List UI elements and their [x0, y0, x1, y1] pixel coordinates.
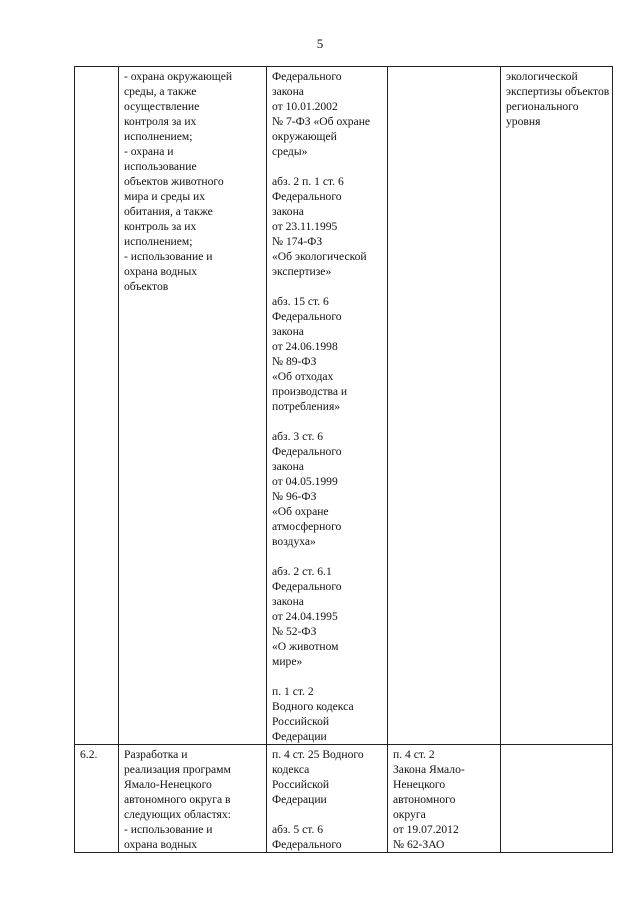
text-line: реализация программ [124, 763, 231, 776]
text-line: - использование и [124, 250, 213, 263]
text-line: обитания, а также [124, 205, 213, 218]
text-line: «Об отходах [272, 370, 334, 383]
text-line: атмосферного [272, 520, 342, 533]
cell-regional-law [388, 67, 501, 745]
text-line: окружающей [272, 130, 337, 143]
text-line: контроль за их [124, 220, 197, 233]
text-line: № 62-ЗАО [393, 838, 445, 851]
text-line: «Об экологической [272, 250, 367, 263]
text-line: Ямало-Ненецкого [124, 778, 212, 791]
row-number: 6.2. [80, 748, 98, 761]
text-line: закона [272, 460, 304, 473]
text-line: абз. 5 ст. 6 [272, 823, 324, 836]
cell-subject [119, 745, 267, 853]
text-line: № 7-ФЗ «Об охране [272, 115, 371, 128]
text-line: закона [272, 595, 304, 608]
text-line: абз. 2 ст. 6.1 [272, 565, 332, 578]
text-line: округа [393, 808, 426, 821]
text-line: от 23.11.1995 [272, 220, 338, 233]
text-line: регионального [506, 100, 579, 113]
text-line: Водного кодекса [272, 700, 354, 713]
text-line: № 174-ФЗ [272, 235, 323, 248]
cell-federal-law [267, 67, 388, 745]
text-line: Федерального [272, 70, 342, 83]
text-line: среды, а также [124, 85, 197, 98]
law-reference [272, 684, 384, 744]
text-line: закона [272, 325, 304, 338]
cell-regional-law [388, 745, 501, 853]
text-line: от 10.01.2002 [272, 100, 338, 113]
text-line: от 19.07.2012 [393, 823, 459, 836]
text-line: кодекса [272, 763, 310, 776]
text-line: «Об охране [272, 505, 329, 518]
text-line: экспертизе» [272, 265, 332, 278]
text-line: п. 1 ст. 2 [272, 685, 314, 698]
text-line: «О животном [272, 640, 339, 653]
text-line: охрана водных [124, 838, 198, 851]
law-reference [272, 429, 384, 549]
text-line: Федерального [272, 445, 342, 458]
text-line: - охрана окружающей [124, 70, 233, 83]
text-line: экологической [506, 70, 578, 83]
text-line: Федерации [272, 730, 327, 743]
text-line: Российской [272, 715, 330, 728]
text-line: использование [124, 160, 197, 173]
text-line: осуществление [124, 100, 200, 113]
text-line: Федерального [272, 580, 342, 593]
text-line: № 52-ФЗ [272, 625, 317, 638]
page-number: 5 [316, 36, 324, 51]
text-line: Российской [272, 778, 330, 791]
text-line: п. 4 ст. 2 [393, 748, 435, 761]
law-reference [272, 564, 384, 669]
text-line: № 96-ФЗ [272, 490, 317, 503]
text-line: Разработка и [124, 748, 188, 761]
cell-note [501, 67, 613, 745]
text-line: - охрана и [124, 145, 174, 158]
text-line: производства и [272, 385, 348, 398]
text-line: следующих областях: [124, 808, 231, 821]
text-line: воздуха» [272, 535, 316, 548]
cell-note [501, 745, 613, 853]
text-line: закона [272, 85, 304, 98]
text-line: автономного округа в [124, 793, 231, 806]
cell-federal-law [267, 745, 388, 853]
text-line: Федерального [272, 310, 342, 323]
text-line: исполнением; [124, 235, 193, 248]
law-reference [272, 69, 384, 159]
text-line: потребления» [272, 400, 341, 413]
text-line: от 24.04.1995 [272, 610, 338, 623]
text-line: автономного [393, 793, 456, 806]
text-line: абз. 3 ст. 6 [272, 430, 324, 443]
law-reference [272, 174, 384, 279]
text-line: от 04.05.1999 [272, 475, 338, 488]
text-line: абз. 15 ст. 6 [272, 295, 329, 308]
text-line: уровня [506, 115, 541, 128]
text-line: закона [272, 205, 304, 218]
text-line: экспертизы объектов [506, 85, 610, 98]
text-line: охрана водных [124, 265, 198, 278]
powers-table [74, 66, 613, 853]
law-reference [272, 822, 384, 852]
text-line: Федерального [272, 838, 342, 851]
cell-subject [119, 67, 267, 745]
text-line: Закона Ямало- [393, 763, 465, 776]
text-line: мире» [272, 655, 303, 668]
text-line: исполнением; [124, 130, 193, 143]
cell-number [75, 67, 119, 745]
text-line: Федерального [272, 190, 342, 203]
text-line: № 89-ФЗ [272, 355, 317, 368]
law-reference [272, 294, 384, 414]
table-row [75, 67, 613, 745]
text-line: от 24.06.1998 [272, 340, 338, 353]
law-reference [272, 747, 384, 807]
text-line: контроля за их [124, 115, 197, 128]
text-line: абз. 2 п. 1 ст. 6 [272, 175, 344, 188]
text-line: среды» [272, 145, 308, 158]
cell-number [75, 745, 119, 853]
text-line: п. 4 ст. 25 Водного [272, 748, 364, 761]
text-line: - использование и [124, 823, 213, 836]
text-line: Ненецкого [393, 778, 446, 791]
text-line: объектов [124, 280, 169, 293]
table-row [75, 745, 613, 853]
text-line: мира и среды их [124, 190, 206, 203]
text-line: Федерации [272, 793, 327, 806]
text-line: объектов животного [124, 175, 224, 188]
